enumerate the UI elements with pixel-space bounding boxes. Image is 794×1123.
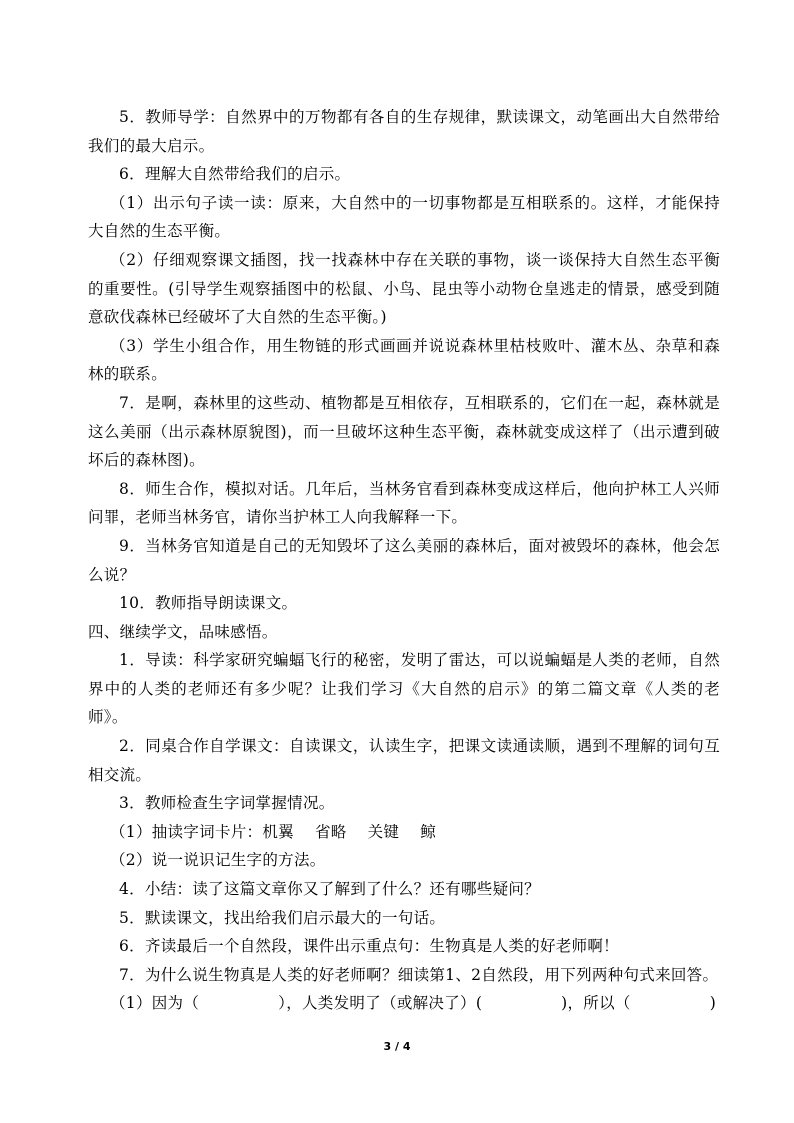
paragraph-part4-step-2: 2．同桌合作自学课文：自读课文，认读生字，把课文读通读顺，遇到不理解的词句互相交流。 — [88, 737, 720, 784]
paragraph-part4-step-1: 1．导读：科学家研究蝙蝠飞行的秘密，发明了雷达，可以说蝙蝠是人类的老师，自然界中的人类的老师还有多少呢？让我们学习《大自然的启示》的第二篇文章《人类的老师》。 — [88, 651, 720, 727]
paragraph-step-8: 8．师生合作，模拟对话。几年后，当林务官看到森林变成这样后，他向护林工人兴师问罪，老师当林务官，请你当护林工人向我解释一下。 — [88, 479, 720, 527]
paragraph-part4-step-7-1: （1）因为（ ），人类发明了（或解决了）( )，所以（ ) — [110, 994, 717, 1013]
paragraph-step-10: 10．教师指导朗读课文。 — [119, 594, 298, 613]
paragraph-step-5: 5．教师导学：自然界中的万物都有各自的生存规律，默读课文，动笔画出大自然带给我们的最大启示。 — [88, 108, 720, 155]
paragraph-part4-step-3-1: （1）抽读字词卡片：机翼 省略 关键 鲸 — [110, 822, 437, 841]
paragraph-part4-step-3: 3．教师检查生字词掌握情况。 — [119, 794, 335, 813]
paragraph-part4-step-7: 7．为什么说生物真是人类的好老师啊？细读第1、2自然段，用下列两种句式来回答。 — [119, 965, 719, 984]
paragraph-step-6: 6．理解大自然带给我们的启示。 — [119, 165, 351, 184]
paragraph-step-7: 7．是啊，森林里的这些动、植物都是互相依存，互相联系的，它们在一起，森林就是这么美丽（出示森林原貌图)，而一旦破坏这种生态平衡，森林就变成这样了（出示遭到破坏后的森林图)。 — [88, 393, 720, 470]
paragraph-part4-step-4: 4．小结：读了这篇文章你又了解到了什么？还有哪些疑问？ — [119, 880, 540, 899]
page-number: 3 / 4 — [383, 1040, 411, 1053]
paragraph-step-9: 9．当林务官知道是自己的无知毁坏了这么美丽的森林后，面对被毁坏的森林，他会怎么说？ — [88, 536, 720, 584]
paragraph-part4-step-3-2: （2）说一说识记生字的方法。 — [110, 851, 326, 870]
paragraph-part4-step-5: 5．默读课文，找出给我们启示最大的一句话。 — [119, 908, 446, 927]
paragraph-part4-step-6: 6．齐读最后一个自然段，课件出示重点句：生物真是人类的好老师啊！ — [119, 937, 619, 956]
paragraph-step-6-2: （2）仔细观察课文插图，找一找森林中存在关联的事物，谈一谈保持大自然生态平衡的重要性。(引导学生观察插图中的松鼠、小鸟、昆虫等小动物仓皇逃走的情景，感受到随意砍伐森林已经破坏了大自然的生态平衡。) — [88, 250, 720, 327]
paragraph-step-6-1: （1）出示句子读一读：原来，大自然中的一切事物都是互相联系的。这样，才能保持大自然的生态平衡。 — [88, 193, 720, 241]
document-body — [88, 103, 720, 1018]
section-heading-4: 四、继续学文，品味感悟。 — [88, 622, 278, 641]
paragraph-step-6-3: （3）学生小组合作，用生物链的形式画画并说说森林里枯枝败叶、灌木丛、杂草和森林的联系。 — [88, 336, 720, 384]
